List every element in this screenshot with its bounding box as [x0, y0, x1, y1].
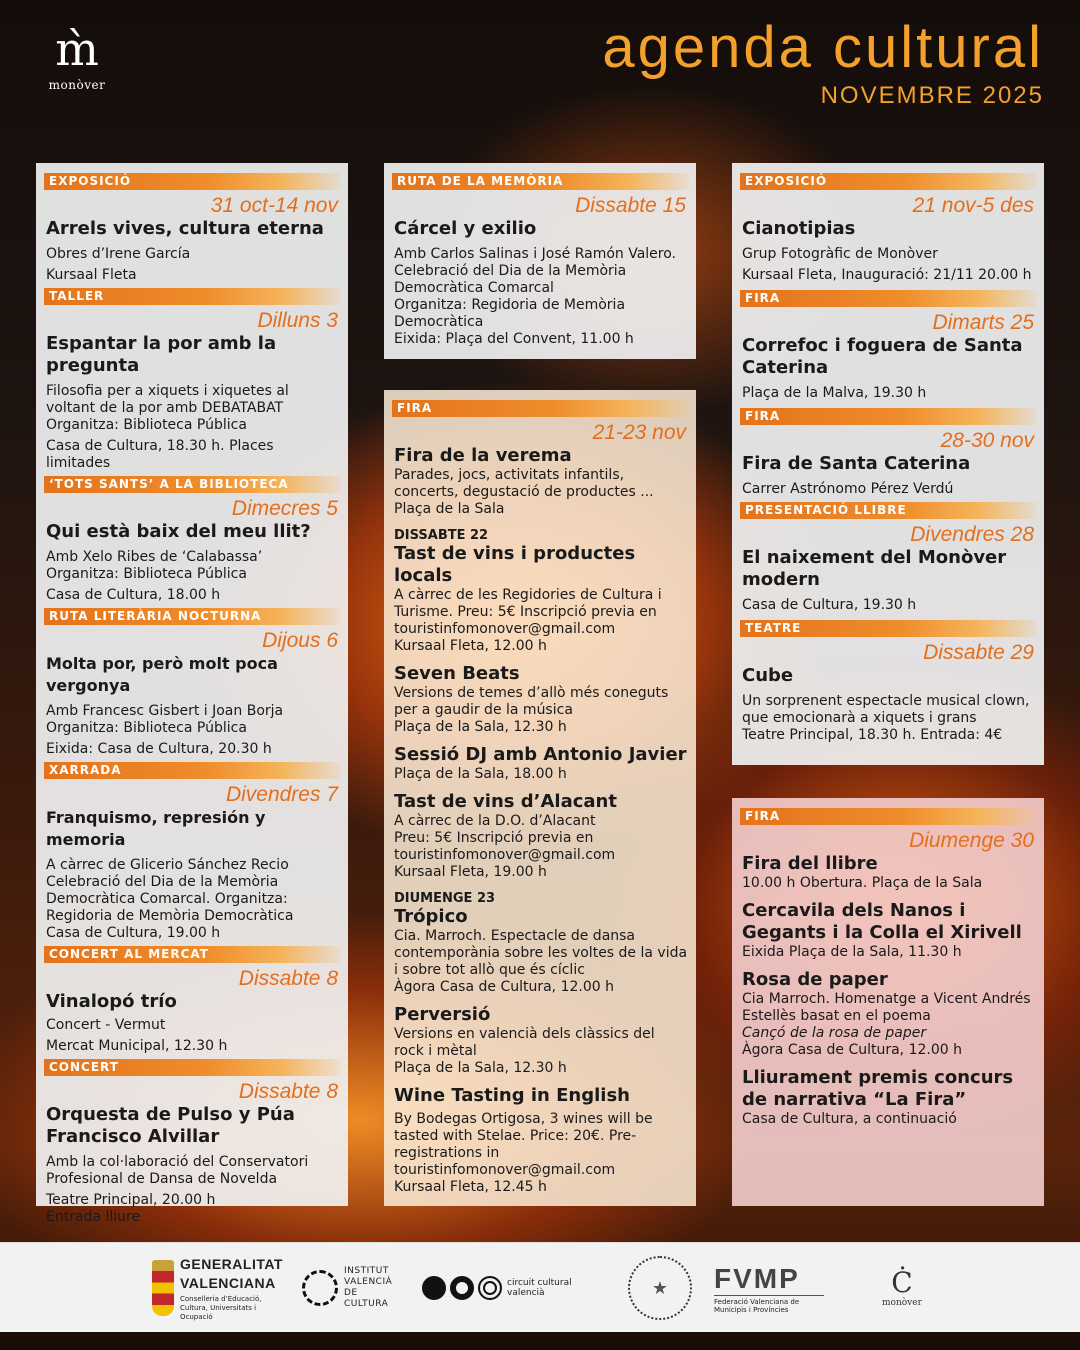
event-title: Cercavila dels Nanos i Gegants i la Colla el Xirivell [742, 900, 1022, 943]
event-place: Kursaal Fleta, 12.45 h [394, 1179, 547, 1195]
event-title: El naixement del Monòver modern [742, 547, 1007, 590]
event-date: Dijous 6 [262, 629, 338, 652]
event-desc: Amb Francesc Gisbert i Joan Borja [46, 703, 284, 719]
event-place: Teatre Principal, 20.00 h [46, 1192, 216, 1208]
event-desc: Amb Xelo Ribes de ‘Calabassa’ [46, 549, 263, 565]
event-organizer: Celebració del Dia de la Memòria Democràtica Comarcal. Organitza: Regidoria de Memòria Democràtica [46, 874, 294, 924]
event-place: Casa de Cultura, 18.30 h. Places limitades [46, 438, 274, 471]
event-title: Molta por, però molt poca vergonya [46, 654, 278, 695]
event-title: Fira de Santa Caterina [742, 453, 971, 474]
event-tag: CONCERT AL MERCAT [44, 946, 341, 963]
event-date: Dissabte 8 [238, 1080, 338, 1103]
ccv-logo [422, 1255, 579, 1321]
event-tag: FIRA [740, 808, 1037, 825]
event-place: Plaça de la Sala, 12.30 h [394, 1060, 567, 1076]
ivc-logo [302, 1255, 404, 1321]
event-desc: A càrrec de Glicerio Sánchez Recio [46, 857, 289, 873]
event-tag: RUTA DE LA MEMÒRIA [392, 173, 689, 190]
page-title-block [602, 16, 1044, 110]
event-place: Eixida: Plaça del Convent, 11.00 h [394, 331, 634, 347]
header-logo [42, 22, 112, 92]
event-title: Cianotipias [742, 218, 856, 239]
page-title: agenda cultural [602, 15, 1044, 80]
column-2-top-card [384, 163, 696, 359]
event-place: Àgora Casa de Cultura, 12.00 h [394, 979, 614, 995]
event-place: Plaça de la Sala, 18.00 h [394, 766, 567, 782]
page-subtitle: NOVEMBRE 2025 [820, 82, 1044, 109]
event-title: Correfoc i foguera de Santa Caterina [742, 335, 1023, 378]
event-date: Diumenge 30 [909, 829, 1034, 852]
event-tag: TALLER [44, 288, 341, 305]
event-place: Kursaal Fleta, 12.00 h [394, 638, 547, 654]
event-date: Dilluns 3 [257, 309, 338, 332]
generalitat-name: GENERALITAT VALENCIANA [180, 1256, 283, 1291]
coat-of-arms-icon [152, 1260, 174, 1316]
event-place: Teatre Principal, 18.30 h. Entrada: 4€ [742, 727, 1003, 743]
event-desc: Preu: 5€ Inscripció previa en touristinfomonover@gmail.com [394, 830, 616, 863]
monover-mark-icon: Ċ [891, 1266, 913, 1299]
fvmp-name: FVMP [714, 1263, 824, 1296]
bottom-strip [0, 1332, 1080, 1350]
event-date: 21 nov-5 des [912, 194, 1034, 217]
event-desc: Parades, jocs, activitats infantils, concerts, degustació de productes ... [394, 467, 654, 500]
event-tag: FIRA [740, 408, 1037, 425]
event-tag: FIRA [740, 290, 1037, 307]
event-desc: Cia. Marroch. Espectacle de dansa contemporània sobre les voltes de la vida i sobre tot allò que és cíclic [394, 928, 688, 978]
event-title: Tast de vins i productes locals [394, 543, 636, 586]
monover-logo-word: monòver [48, 78, 106, 92]
stars-emblem-icon: ★ [628, 1256, 692, 1320]
event-desc: Cia Marroch. Homenatge a Vicent Andrés Estellès basat en el poema [742, 991, 1031, 1024]
event-organizer: Organitza: Biblioteca Pública [46, 417, 247, 433]
monover-logo-mark: m̀ [55, 22, 99, 76]
event-title: Vinalopó trío [46, 991, 177, 1012]
fvmp-logo [714, 1255, 826, 1321]
event-date: Divendres 7 [225, 783, 338, 806]
monover-footer-name: monòver [882, 1298, 922, 1308]
event-desc: A càrrec de les Regidories de Cultura i Turisme. Preu: 5€ Inscripció previa en touristinfomonover@gmail.com [394, 587, 662, 637]
event-tag: TEATRE [740, 620, 1037, 637]
event-place: 10.00 h Obertura. Plaça de la Sala [742, 875, 983, 891]
ccv-dots-icon [422, 1276, 502, 1300]
event-place: Casa de Cultura, 19.00 h [46, 925, 221, 941]
event-title: Fira del llibre [742, 853, 878, 874]
event-desc: Versions en valencià dels clàssics del rock i mètal [394, 1026, 655, 1059]
event-desc: Grup Fotogràfic de Monòver [742, 246, 938, 262]
event-title: Rosa de paper [742, 969, 888, 990]
ivc-circle-icon [302, 1270, 338, 1306]
event-title: Lliurament premis concurs de narrativa “La Fira” [742, 1067, 1014, 1110]
event-desc: Amb la col·laboració del Conservatori Profesional de Dansa de Novelda [46, 1154, 309, 1187]
event-title: Trópico [394, 906, 468, 927]
event-place: Mercat Municipal, 12.30 h [46, 1038, 228, 1054]
event-date: 31 oct-14 nov [210, 194, 338, 217]
fvmp-sub: Federació Valenciana de Municipis i Províncies [714, 1297, 800, 1314]
event-date: Dissabte 8 [238, 967, 338, 990]
event-title: Qui està baix del meu llit? [46, 521, 311, 542]
column-1-card [36, 163, 348, 1225]
event-tag: FIRA [392, 400, 689, 417]
event-title: Wine Tasting in English [394, 1085, 630, 1106]
event-organizer: Organitza: Regidoria de Memòria Democràtica [394, 297, 626, 330]
event-tag: EXPOSICIÓ [740, 173, 1037, 190]
event-place: Eixida: Casa de Cultura, 20.30 h [46, 741, 272, 757]
column-3-fira-card [732, 798, 1044, 1206]
event-place: Plaça de la Sala [394, 501, 505, 517]
event-desc: By Bodegas Ortigosa, 3 wines will be tasted with Stelae. Price: 20€. Pre-registrations in touristinfomonover@gmail.com [394, 1111, 653, 1178]
event-desc: A càrrec de la D.O. d’Alacant [394, 813, 596, 829]
event-date: 21-23 nov [592, 421, 686, 444]
event-tag: XARRADA [44, 762, 341, 779]
event-tag: PRESENTACIÓ LLIBRE [740, 502, 1037, 519]
event-desc: Concert - Vermut [46, 1017, 166, 1033]
event-desc: Un sorprenent espectacle musical clown, que emocionarà a xiquets i grans [742, 693, 1030, 726]
event-tag: CONCERT [44, 1059, 341, 1076]
column-2-fira-card [384, 390, 696, 1206]
event-place: Eixida Plaça de la Sala, 11.30 h [742, 944, 962, 960]
event-place: Carrer Astrónomo Pérez Verdú [742, 481, 954, 497]
event-place: Àgora Casa de Cultura, 12.00 h [742, 1042, 962, 1058]
event-place: Casa de Cultura, a continuació [742, 1111, 957, 1127]
event-desc: Obres d’Irene García [46, 246, 191, 262]
event-place: Kursaal Fleta, 19.00 h [394, 864, 547, 880]
event-place: Casa de Cultura, 18.00 h [46, 587, 221, 603]
conselleria-name: Conselleria d’Educació, Cultura, Universitats i Ocupació [180, 1295, 262, 1321]
event-title: Sessió DJ amb Antonio Javier [394, 744, 687, 765]
event-desc: Amb Carlos Salinas i José Ramón Valero. Celebració del Dia de la Memòria Democràtica Comarcal [394, 246, 677, 296]
event-title: Arrels vives, cultura eterna [46, 218, 324, 239]
event-title: Franquismo, represión y memoria [46, 808, 266, 849]
event-place: Casa de Cultura, 19.30 h [742, 597, 917, 613]
event-tag: EXPOSICIÓ [44, 173, 341, 190]
sponsors-footer [0, 1242, 1080, 1332]
day-heading: DISSABTE 22 [394, 528, 489, 543]
ccv-name: circuit cultural valencià [507, 1278, 572, 1298]
event-title: Fira de la verema [394, 445, 572, 466]
event-title: Cube [742, 665, 794, 686]
event-entry: Entrada lliure [46, 1209, 141, 1225]
event-organizer: Organitza: Biblioteca Pública [46, 720, 247, 736]
event-tag: ‘TOTS SANTS’ A LA BIBLIOTECA [44, 476, 341, 493]
event-date: Divendres 28 [910, 523, 1034, 546]
event-title: Espantar la por amb la pregunta [46, 333, 277, 376]
event-date: Dissabte 29 [923, 641, 1034, 664]
diputacio-logo [628, 1255, 692, 1321]
column-3-card [732, 163, 1044, 765]
event-date: 28-30 nov [940, 429, 1034, 452]
event-organizer: Organitza: Biblioteca Pública [46, 566, 247, 582]
event-date: Dissabte 15 [575, 194, 686, 217]
event-desc: Filosofia per a xiquets i xiquetes al voltant de la por amb DEBATABAT [46, 383, 289, 416]
ivc-name: INSTITUT VALENCIÀ DE CULTURA [344, 1266, 393, 1309]
day-heading: DIUMENGE 23 [394, 891, 496, 906]
event-title: Cárcel y exilio [394, 218, 537, 239]
generalitat-logo [152, 1255, 290, 1321]
event-place: Plaça de la Malva, 19.30 h [742, 385, 927, 401]
event-tag: RUTA LITERÀRIA NOCTURNA [44, 608, 341, 625]
event-place: Kursaal Fleta [46, 267, 137, 283]
event-title: Orquesta de Pulso y Púa Francisco Alvillar [46, 1104, 295, 1147]
event-title: Seven Beats [394, 663, 520, 684]
event-date: Dimecres 5 [231, 497, 338, 520]
event-title: Perversió [394, 1004, 491, 1025]
event-place: Plaça de la Sala, 12.30 h [394, 719, 567, 735]
event-date: Dimarts 25 [932, 311, 1034, 334]
event-poem-title: Cançó de la rosa de paper [742, 1025, 927, 1041]
monover-footer-logo [882, 1255, 922, 1321]
event-place: Kursaal Fleta, Inauguració: 21/11 20.00 h [742, 267, 1032, 283]
event-title: Tast de vins d’Alacant [394, 791, 617, 812]
event-desc: Versions de temes d’allò més coneguts per a gaudir de la música [394, 685, 669, 718]
